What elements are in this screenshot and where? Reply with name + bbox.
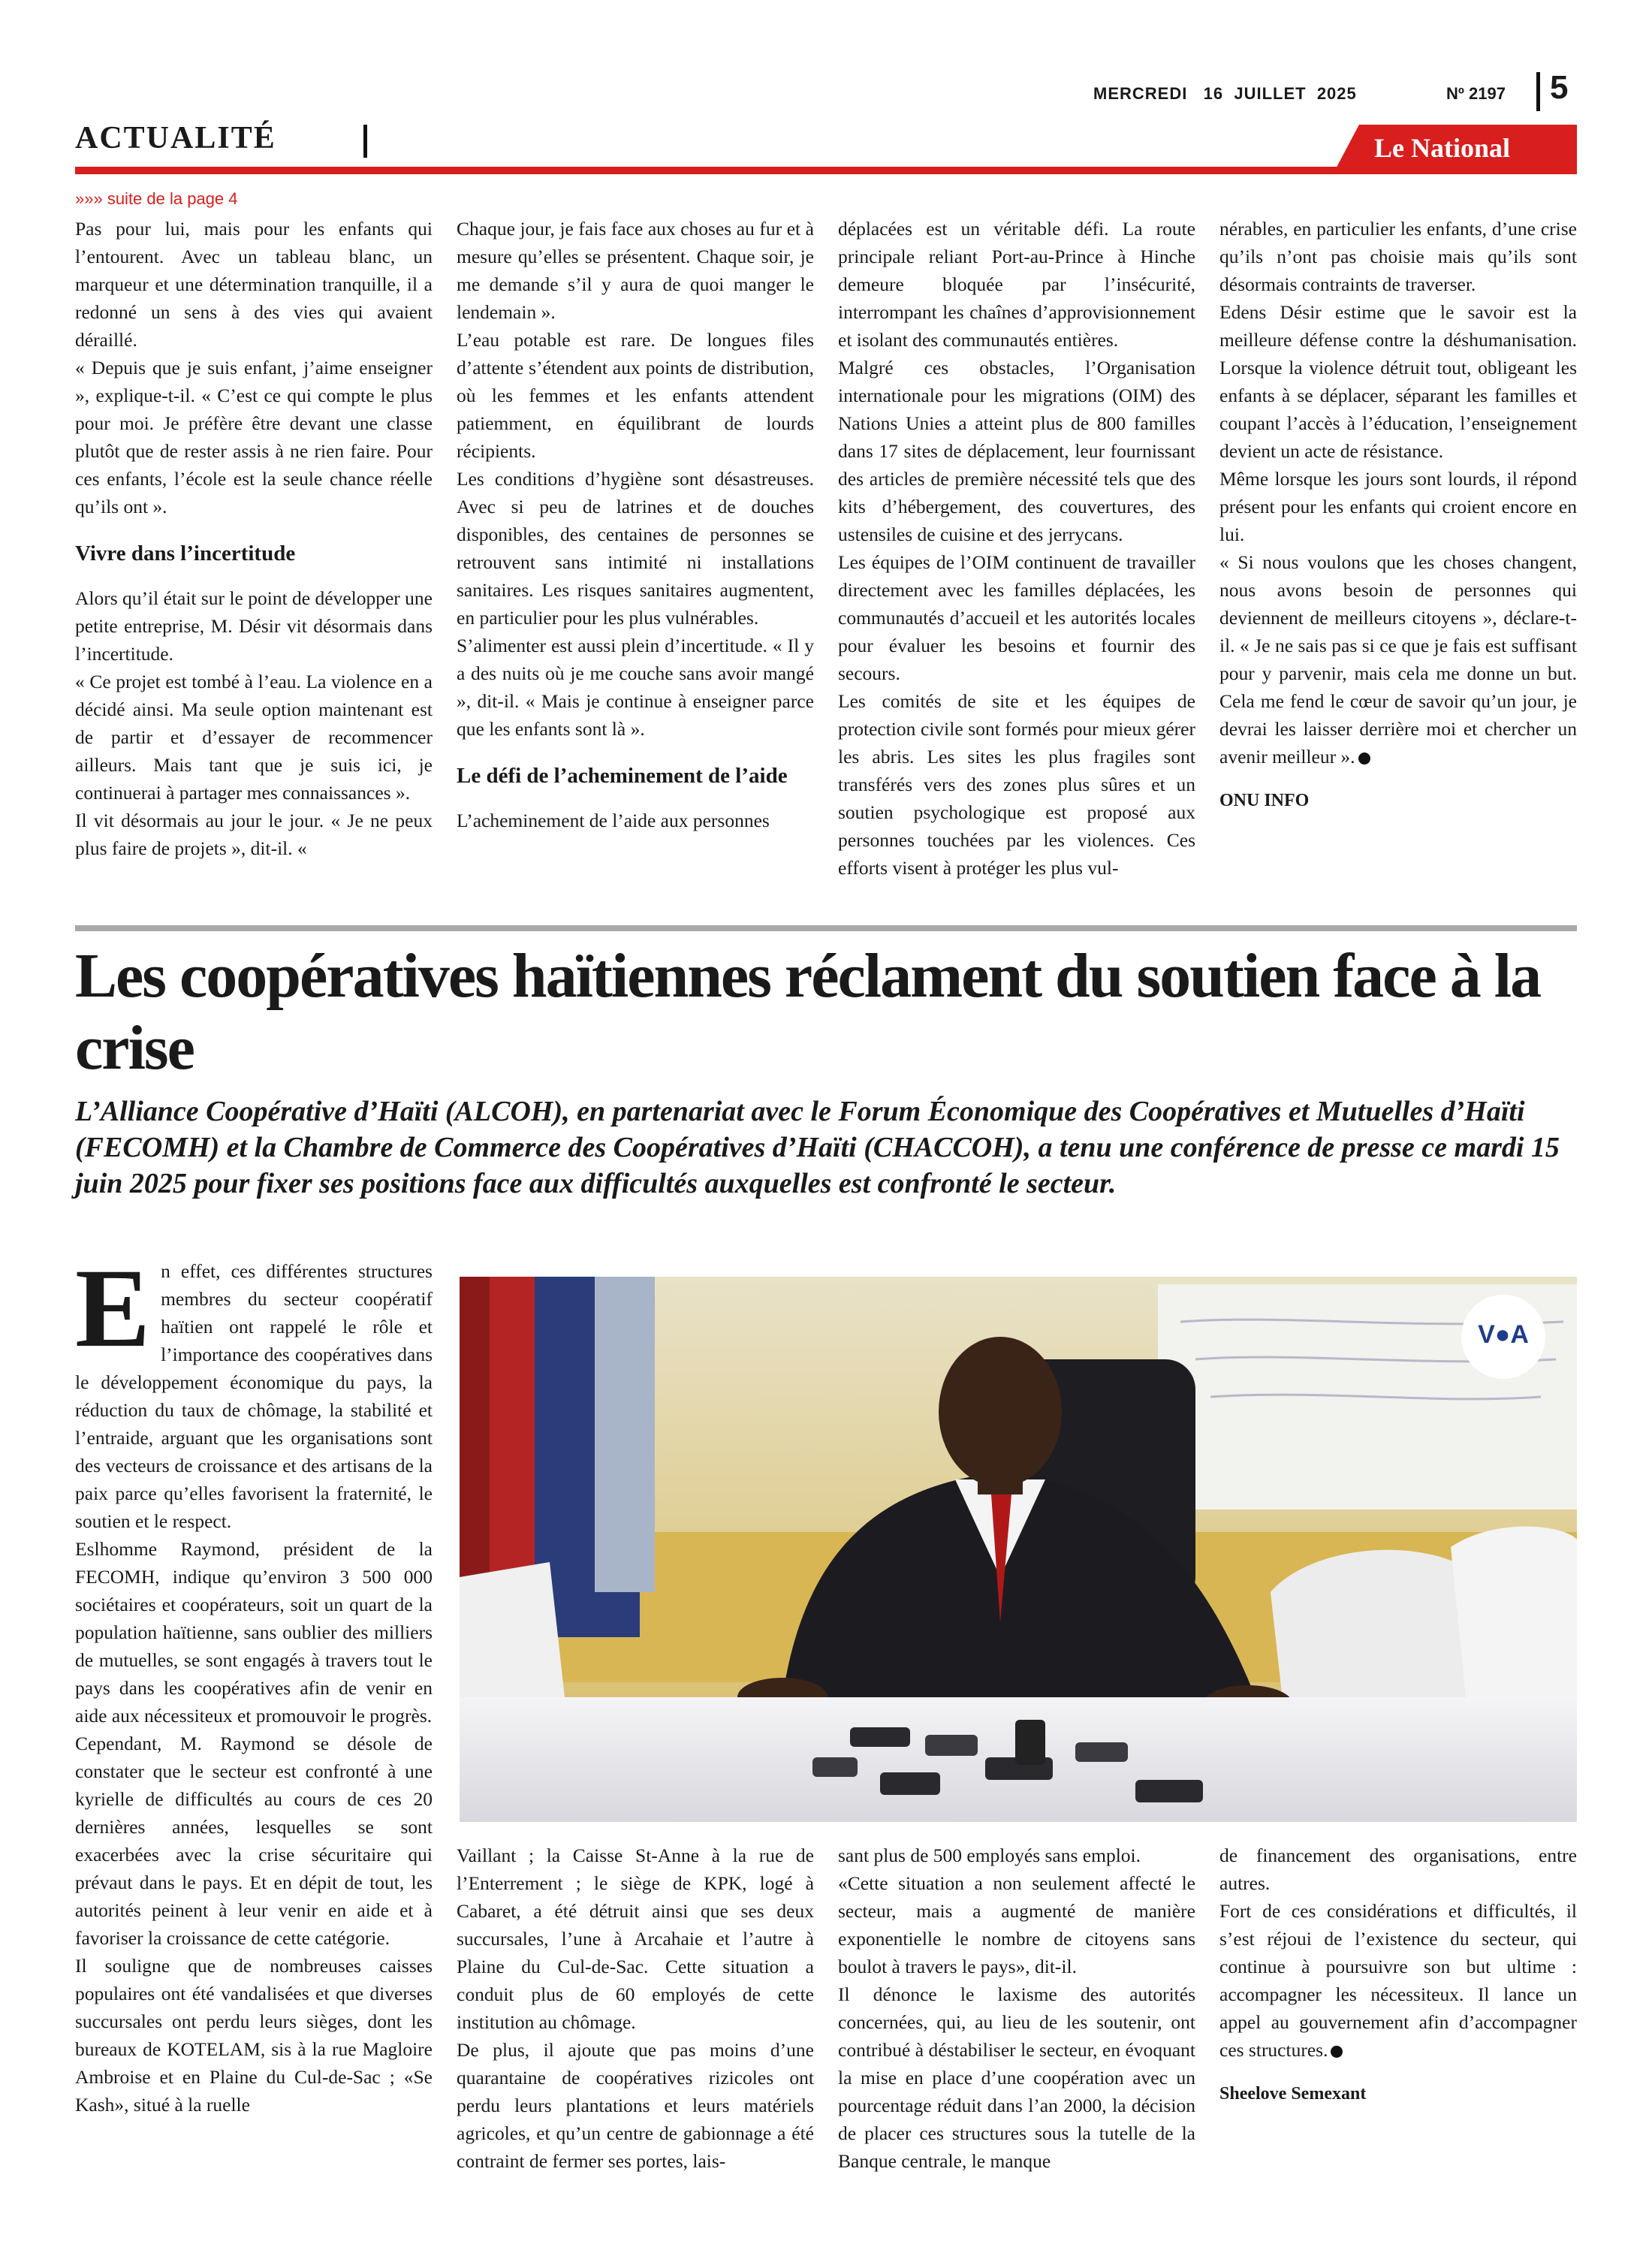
continuation-note: »»» suite de la page 4 xyxy=(75,189,238,208)
press-conference-photo xyxy=(460,1277,1577,1822)
article-end-mark-icon xyxy=(1331,2046,1343,2058)
issue-number: Nº 2197 xyxy=(1446,84,1506,103)
main-article-column-2 xyxy=(457,1841,814,2175)
paragraph: Les conditions d’hygiène sont désastreuses. Avec si peu de latrines et de douches disponibles, des centaines de personnes se retrouvent sans intimité ni installations sanitaires. Les risques sanitaires augmentent, en particulier pour les plus vulnérables. xyxy=(457,468,814,629)
paragraph: Cependant, M. Raymond se désole de constater que le secteur est confronté à une kyrielle de difficultés au cours de ces 20 dernières années, lesquelles se sont exacerbées avec la crise sécuritaire qui prévaut dans le pays. Et en dépit de tout, les autorités peinent à leur venir en aide et à favoriser la croissance de cette catégorie. xyxy=(75,1733,433,1949)
paragraph: Alors qu’il était sur le point de développer une petite entreprise, M. Désir vit désormais dans l’incertitude. xyxy=(75,587,433,665)
paragraph: « Depuis que je suis enfant, j’aime enseigner », explique-t-il. « C’est ce qui compte le plus pour moi. Je préfère être devant une classe plutôt que de rester assis à ne rien faire. Pour ces enfants, l’école est la seule chance réelle qu’ils ont ». xyxy=(75,357,433,517)
paragraph: S’alimenter est aussi plein d’incertitude. « Il y a des nuits où je me couche sans avoir mangé », dit-il. « Mais je continue à enseigner parce que les enfants sont là ». xyxy=(457,635,814,740)
paragraph: de financement des organisations, entre autres. xyxy=(1219,1844,1577,1894)
subheading: Vivre dans l’incertitude xyxy=(75,541,296,566)
paragraph: Les comités de site et les équipes de protection civile sont formés pour mieux gérer les abris. Les sites les plus fragiles sont transférés vers des zones plus sûres et un soutien psychologique est proposé aux personnes touchées par les violences. Ces efforts visent à protéger les plus vul- xyxy=(838,690,1195,879)
paragraph: De plus, il ajoute que pas moins d’une quarantaine de coopératives rizicoles ont perdu leurs plantations et leurs matériels agricoles, et qu’un centre de gabionnage a été contraint de fermer ses portes, lais- xyxy=(457,2039,814,2172)
photo-logo-text: V●A xyxy=(1478,1320,1529,1349)
article-signature: ONU INFO xyxy=(1219,791,1310,810)
paragraph: Les équipes de l’OIM continuent de travailler directement avec les familles déplacées, les communautés d’accueil et les autorités locales pour évaluer les besoins et fournir des secours. xyxy=(838,551,1195,684)
main-article-column-4 xyxy=(1219,1841,1577,2108)
section-title: ACTUALITÉ xyxy=(75,121,276,155)
top-article-column-2 xyxy=(457,215,814,834)
article-end-mark-icon xyxy=(1358,753,1370,765)
issue-date: MERCREDI 16 JUILLET 2025 xyxy=(1093,84,1357,103)
paragraph: sant plus de 500 employés sans emploi. xyxy=(838,1844,1141,1866)
top-article-column-3 xyxy=(838,215,1195,882)
paragraph: Pas pour lui, mais pour les enfants qui l’entourent. Avec un tableau blanc, un marqueur et une détermination tranquille, il a redonné un sens à des vies qui avaient déraillé. xyxy=(75,218,433,351)
paragraph: « Ce projet est tombé à l’eau. La violence en a décidé ainsi. Ma seule option maintenant est de partir et d’essayer de recommencer ailleurs. Mais tant que je suis ici, je continuerai à partager mes connaissances ». xyxy=(75,671,433,804)
paragraph: Edens Désir estime que le savoir est la meilleure défense contre la déshumanisation. Lorsque la violence détruit tout, obligeant les enfants à se déplacer, séparant les familles et coupant l’accès à l’éducation, l’enseignement devient un acte de résistance. xyxy=(1219,301,1577,462)
paragraph xyxy=(1219,1897,1577,2064)
newspaper-brand: Le National xyxy=(1374,133,1511,163)
page-number: 5 xyxy=(1550,69,1569,106)
paragraph: L’eau potable est rare. De longues files d’attente s’étendent aux points de distribution, où les femmes et les enfants attendent patiemment, en équilibrant de lourds récipients. xyxy=(457,329,814,462)
headline: Les coopératives haïtiennes réclament du soutien face à la crise xyxy=(75,941,1541,1083)
article-divider xyxy=(75,925,1577,931)
top-article-column-4 xyxy=(1219,215,1577,815)
paragraph: Vaillant ; la Caisse St-Anne à la rue de l’Enterrement ; le siège de KPK, logé à Cabaret, a été détruit ainsi que ses deux succursales, l’une à Arcahaie et l’autre à Plaine du Cul-de-Sac. Cette situation a conduit plus de 60 employés de cette institution au chômage. xyxy=(457,1844,814,2033)
paragraph: Malgré ces obstacles, l’Organisation internationale pour les migrations (OIM) des Nations Unies a atteint plus de 800 familles dans 17 sites de déplacement, leur fournissant des articles de première nécessité tels que des kits d’hébergement, des couvertures, des ustensiles de cuisine et des jerrycans. xyxy=(838,357,1195,545)
subheading: Le défi de l’acheminement de l’aide xyxy=(457,764,788,788)
top-article-column-1 xyxy=(75,215,433,862)
main-article-column-3 xyxy=(838,1841,1195,2175)
paragraph: «Cette situation a non seulement affecté le secteur, mais a augmenté de manière exponentielle le nombre de citoyens sans boulot à travers le pays», dit-il. xyxy=(838,1872,1195,1977)
paragraph: L’acheminement de l’aide aux personnes xyxy=(457,810,770,831)
paragraph: Même lorsque les jours sont lourds, il répond présent pour les enfants qui croient encore en lui. xyxy=(1219,468,1577,545)
paragraph: Eslhomme Raymond, président de la FECOMH, indique qu’environ 3 500 000 sociétaires et coopérateurs, soit un quart de la population haïtienne, sans oublier des milliers de mutuelles, se sont engagés à travers tout le pays dans les coopératives afin de venir en aide aux nécessiteux et promouvoir le progrès. xyxy=(75,1538,433,1727)
drop-cap: E xyxy=(75,1246,151,1371)
paragraph: Il vit désormais au jour le jour. « Je ne peux plus faire de projets », dit-il. « xyxy=(75,810,433,859)
section-separator xyxy=(363,125,367,158)
paragraph: nérables, en particulier les enfants, d’une crise qu’ils n’ont pas choisie mais qu’ils sont désormais contraints de traverser. xyxy=(1219,218,1577,295)
paragraph xyxy=(1219,548,1577,771)
paragraph-text: n effet, ces différentes structures membres du secteur coopératif haïtien ont rappelé le rôle et l’importance des coopératives dans le développement économique du pays, la réduction du taux de chômage, la stabilité et l’entraide, arguant que les organisations sont des vecteurs de croissance et des artisans de la paix parce qu’elles favorisent la fraternité, le soutien et le respect. xyxy=(75,1260,433,1532)
article-photo xyxy=(460,1277,1577,1822)
paragraph: Il dénonce le laxisme des autorités concernées, qui, au lieu de les soutenir, ont contribué à déstabiliser le secteur, en évoquant la mise en place d’une coopération avec un pourcentage réduit dans l’an 2000, la décision de placer ces structures sous la tutelle de la Banque centrale, le manque xyxy=(838,1983,1195,2172)
article-signature: Sheelove Semexant xyxy=(1219,2084,1367,2104)
paragraph-text: « Si nous voulons que les choses changent, nous avons besoin de personnes qui deviennent de meilleurs citoyens », déclare-t-il. « Je ne sais pas si ce que je fais est suffisant pour y parvenir, mais cela me donne un but. Cela me fend le cœur de savoir qu’un jour, je devrai les laisser derrière moi et chercher un avenir meilleur ». xyxy=(1219,551,1577,768)
page-number-separator xyxy=(1536,72,1540,111)
paragraph: Chaque jour, je fais face aux choses au fur et à mesure qu’elles se présentent. Chaque soir, je me demande s’il y aura de quoi manger le lendemain ». xyxy=(457,218,814,323)
article-lead: L’Alliance Coopérative d’Haïti (ALCOH), en partenariat avec le Forum Économique des Coopératives et Mutuelles d’Haïti (FECOMH) et la Chambre de Commerce des Coopératives d’Haïti (CHACCOH), a tenu une conférence de presse ce mardi 15 juin 2025 pour fixer ses positions face aux difficultés auxquelles est confronté le secteur. xyxy=(75,1096,1560,1199)
paragraph: déplacées est un véritable défi. La route principale reliant Port-au-Prince à Hinche demeure bloquée par l’insécurité, interrompant les chaînes d’approvisionnement et isolant des communautés entières. xyxy=(838,218,1195,351)
paragraph: Il souligne que de nombreuses caisses populaires ont été vandalisées et que diverses succursales ont perdu leurs sièges, dont les bureaux de KOTELAM, sis à la rue Magloire Ambroise et en Plaine du Cul-de-Sac ; «Se Kash», situé à la ruelle xyxy=(75,1955,433,2116)
paragraph xyxy=(75,1246,433,1535)
paragraph-text: Fort de ces considérations et difficultés, il s’est réjoui de l’existence du secteur, qui continue à poursuivre son but ultime : accompagner les nécessiteux. Il lance un appel au gouvernement afin d’accompagner ces structures. xyxy=(1219,1900,1577,2061)
main-article-column-1 xyxy=(75,1246,433,2119)
